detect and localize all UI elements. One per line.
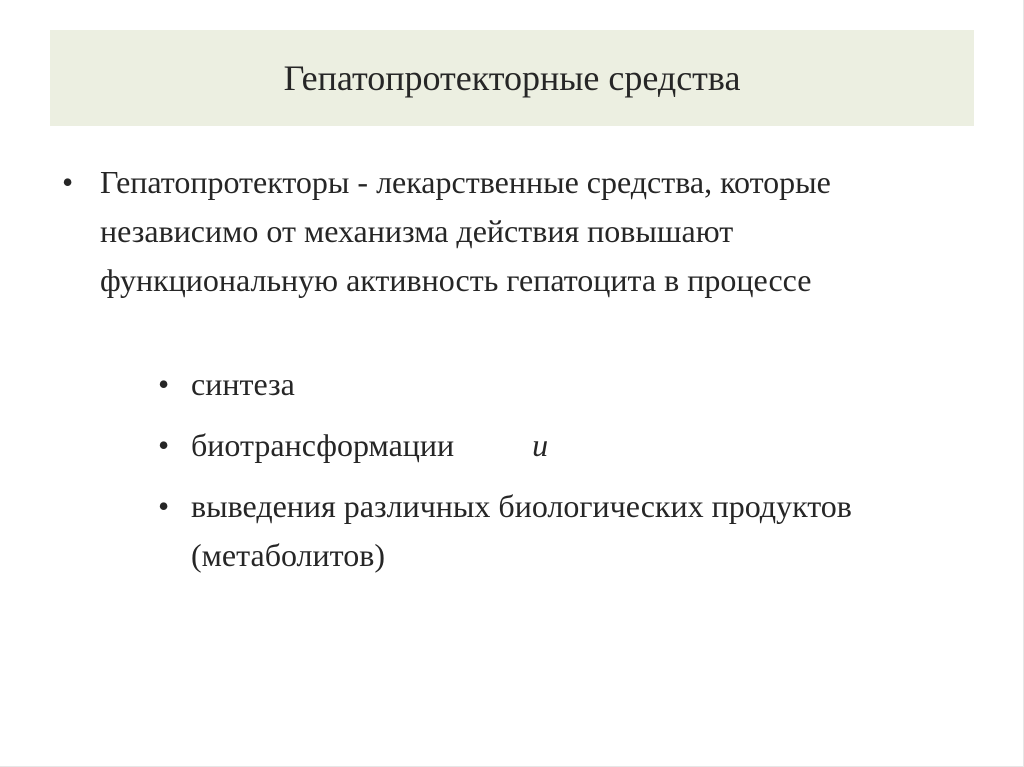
title-band bbox=[50, 30, 974, 126]
sub-bullet-text: биотрансформации bbox=[191, 427, 455, 463]
main-bullet-text: Гепатопротекторы - лекарственные средства, которые независимо от механизма действия повышают функциональную активность гепатоцита в процессе bbox=[100, 164, 831, 298]
sub-bullet-text: выведения различных биологических продуктов (метаболитов) bbox=[191, 488, 852, 573]
bullet-marker: • bbox=[62, 164, 74, 200]
slide-title: Гепатопротекторные средства bbox=[283, 58, 741, 98]
main-bullet-item bbox=[62, 158, 882, 305]
sub-bullet-marker: • bbox=[158, 366, 170, 402]
sub-bullet-list bbox=[158, 360, 878, 592]
sub-bullet-text: синтеза bbox=[191, 366, 295, 402]
sub-bullet-marker: • bbox=[158, 488, 170, 524]
sub-bullet-item bbox=[158, 421, 878, 470]
sub-bullet-item bbox=[158, 482, 878, 580]
sub-bullet-marker: • bbox=[158, 427, 170, 463]
sub-bullet-item bbox=[158, 360, 878, 409]
conjunction-text: и bbox=[532, 427, 549, 463]
